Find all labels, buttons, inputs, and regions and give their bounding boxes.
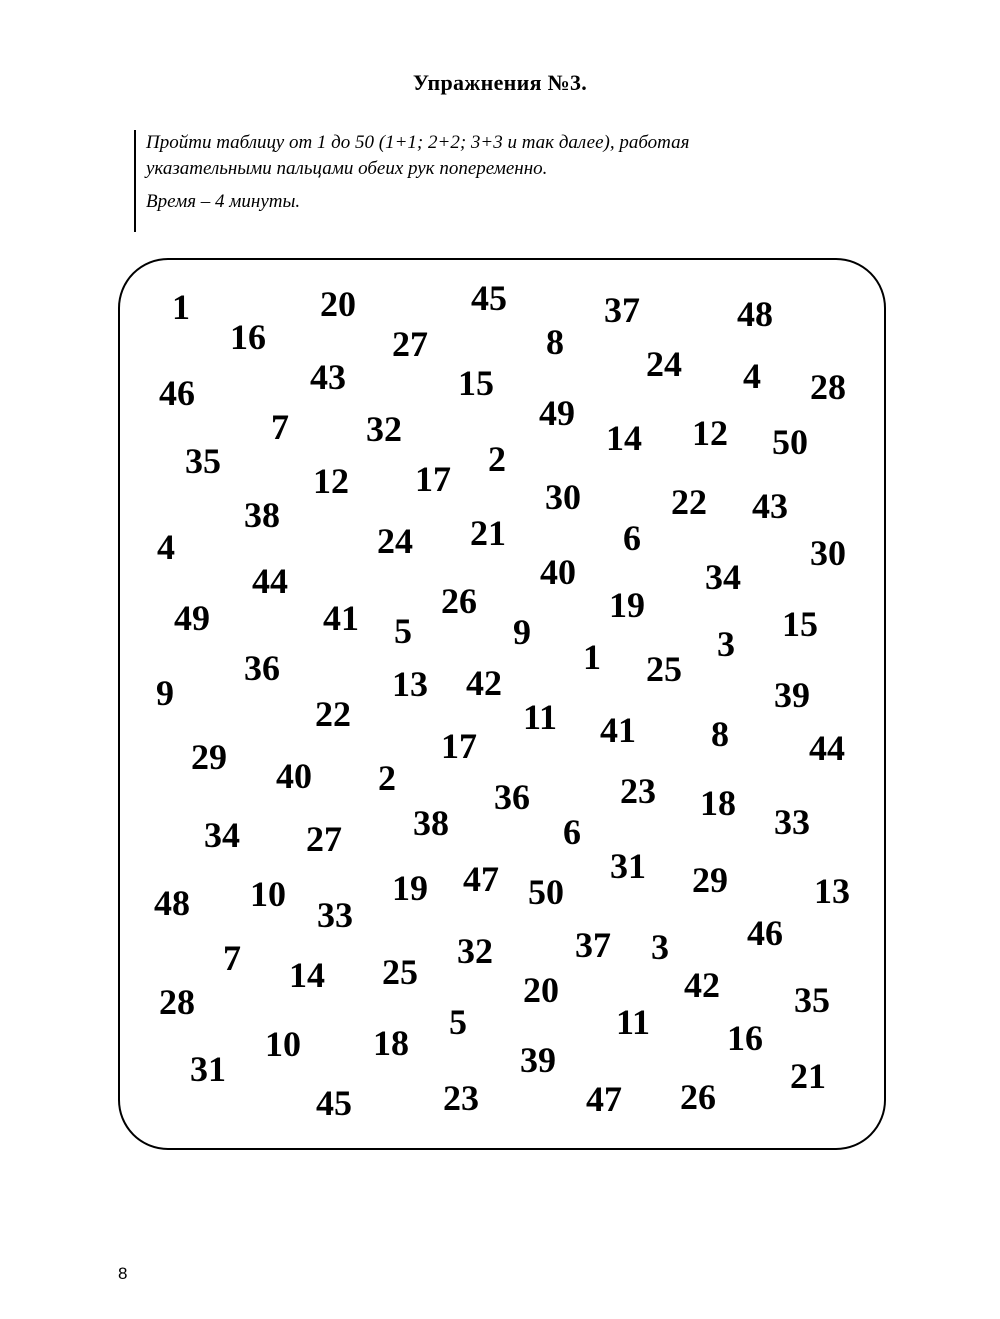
table-number: 40 [276,756,312,796]
table-number: 50 [528,872,564,912]
table-number: 1 [583,637,601,677]
table-number: 21 [790,1056,826,1096]
table-number: 16 [230,317,266,357]
table-number: 42 [684,965,720,1005]
table-number: 41 [323,598,359,638]
table-number: 27 [306,819,342,859]
table-number: 13 [814,871,850,911]
table-number: 10 [250,874,286,914]
table-number: 7 [271,407,289,447]
table-number: 19 [392,868,428,908]
table-number: 44 [252,561,288,601]
table-number: 34 [705,557,741,597]
table-number: 8 [546,322,564,362]
table-number: 45 [471,278,507,318]
table-number: 43 [310,357,346,397]
table-number: 9 [513,612,531,652]
instructions-line-2: указательными пальцами обеих рук попеременно. [146,158,548,179]
table-number: 20 [320,284,356,324]
table-number: 10 [265,1024,301,1064]
table-number: 14 [606,418,642,458]
exercise-title: Упражнения №3. [412,70,588,95]
table-number: 8 [711,714,729,754]
table-number: 2 [378,758,396,798]
table-number: 46 [747,913,783,953]
table-number: 16 [727,1018,763,1058]
table-number: 25 [382,952,418,992]
page-number: 8 [118,1264,128,1283]
table-number: 29 [191,737,227,777]
table-number: 40 [540,552,576,592]
table-number: 21 [470,513,506,553]
table-number: 18 [373,1023,409,1063]
table-number: 22 [671,482,707,522]
table-number: 32 [457,931,493,971]
table-number: 23 [620,771,656,811]
table-number: 15 [458,363,494,403]
table-number: 2 [488,439,506,479]
table-number: 24 [646,344,682,384]
instructions-line-1: Пройти таблицу от 1 до 50 (1+1; 2+2; 3+3 и так далее), работая [146,132,690,153]
table-number: 48 [737,294,773,334]
table-number: 12 [313,461,349,501]
table-number: 19 [609,585,645,625]
table-number: 28 [159,982,195,1022]
table-number: 12 [692,413,728,453]
table-number: 25 [646,649,682,689]
table-number: 31 [610,846,646,886]
table-number: 26 [680,1077,716,1117]
table-number: 4 [157,527,175,567]
table-number: 49 [174,598,210,638]
table-number: 38 [413,803,449,843]
table-number: 31 [190,1049,226,1089]
table-number: 49 [539,393,575,433]
table-number: 5 [449,1002,467,1042]
table-number: 17 [415,459,451,499]
instructions-block [134,130,834,232]
table-number: 37 [575,925,611,965]
table-number: 30 [545,477,581,517]
table-number: 47 [463,859,499,899]
table-number: 20 [523,970,559,1010]
table-number: 3 [717,624,735,664]
table-number: 18 [700,783,736,823]
table-number: 37 [604,290,640,330]
table-number: 48 [154,883,190,923]
table-number: 6 [623,518,641,558]
table-number: 33 [317,895,353,935]
table-number: 47 [586,1079,622,1119]
table-number: 35 [185,441,221,481]
table-number: 32 [366,409,402,449]
table-number: 36 [494,777,530,817]
table-number: 11 [615,1002,651,1042]
table-number: 43 [752,486,788,526]
table-number: 27 [392,324,428,364]
table-number: 5 [394,611,412,651]
table-number: 15 [782,604,818,644]
table-number: 28 [810,367,846,407]
table-number: 41 [600,710,636,750]
table-number: 38 [244,495,280,535]
table-number: 24 [377,521,413,561]
table-number: 45 [316,1083,352,1123]
table-number: 13 [392,664,428,704]
table-number: 50 [772,422,808,462]
table-number: 4 [743,356,761,396]
table-number: 26 [441,581,477,621]
table-number: 39 [774,675,810,715]
table-number: 9 [156,673,174,713]
table-number: 39 [520,1040,556,1080]
table-number: 23 [443,1078,479,1118]
table-number: 3 [651,927,669,967]
table-number: 7 [223,938,241,978]
table-number: 29 [692,860,728,900]
time-limit: Время – 4 минуты. [146,191,301,212]
table-number: 14 [289,955,325,995]
table-number: 1 [172,287,190,327]
table-number: 44 [809,728,845,768]
table-number: 22 [315,694,351,734]
table-number: 30 [810,533,846,573]
table-number: 17 [441,726,477,766]
number-table [118,258,886,1150]
table-number: 36 [244,648,280,688]
table-number: 34 [204,815,240,855]
table-number: 11 [522,697,558,737]
table-number: 35 [794,980,830,1020]
table-number: 42 [466,663,502,703]
table-number: 33 [774,802,810,842]
table-number: 46 [159,373,195,413]
table-number: 6 [563,812,581,852]
